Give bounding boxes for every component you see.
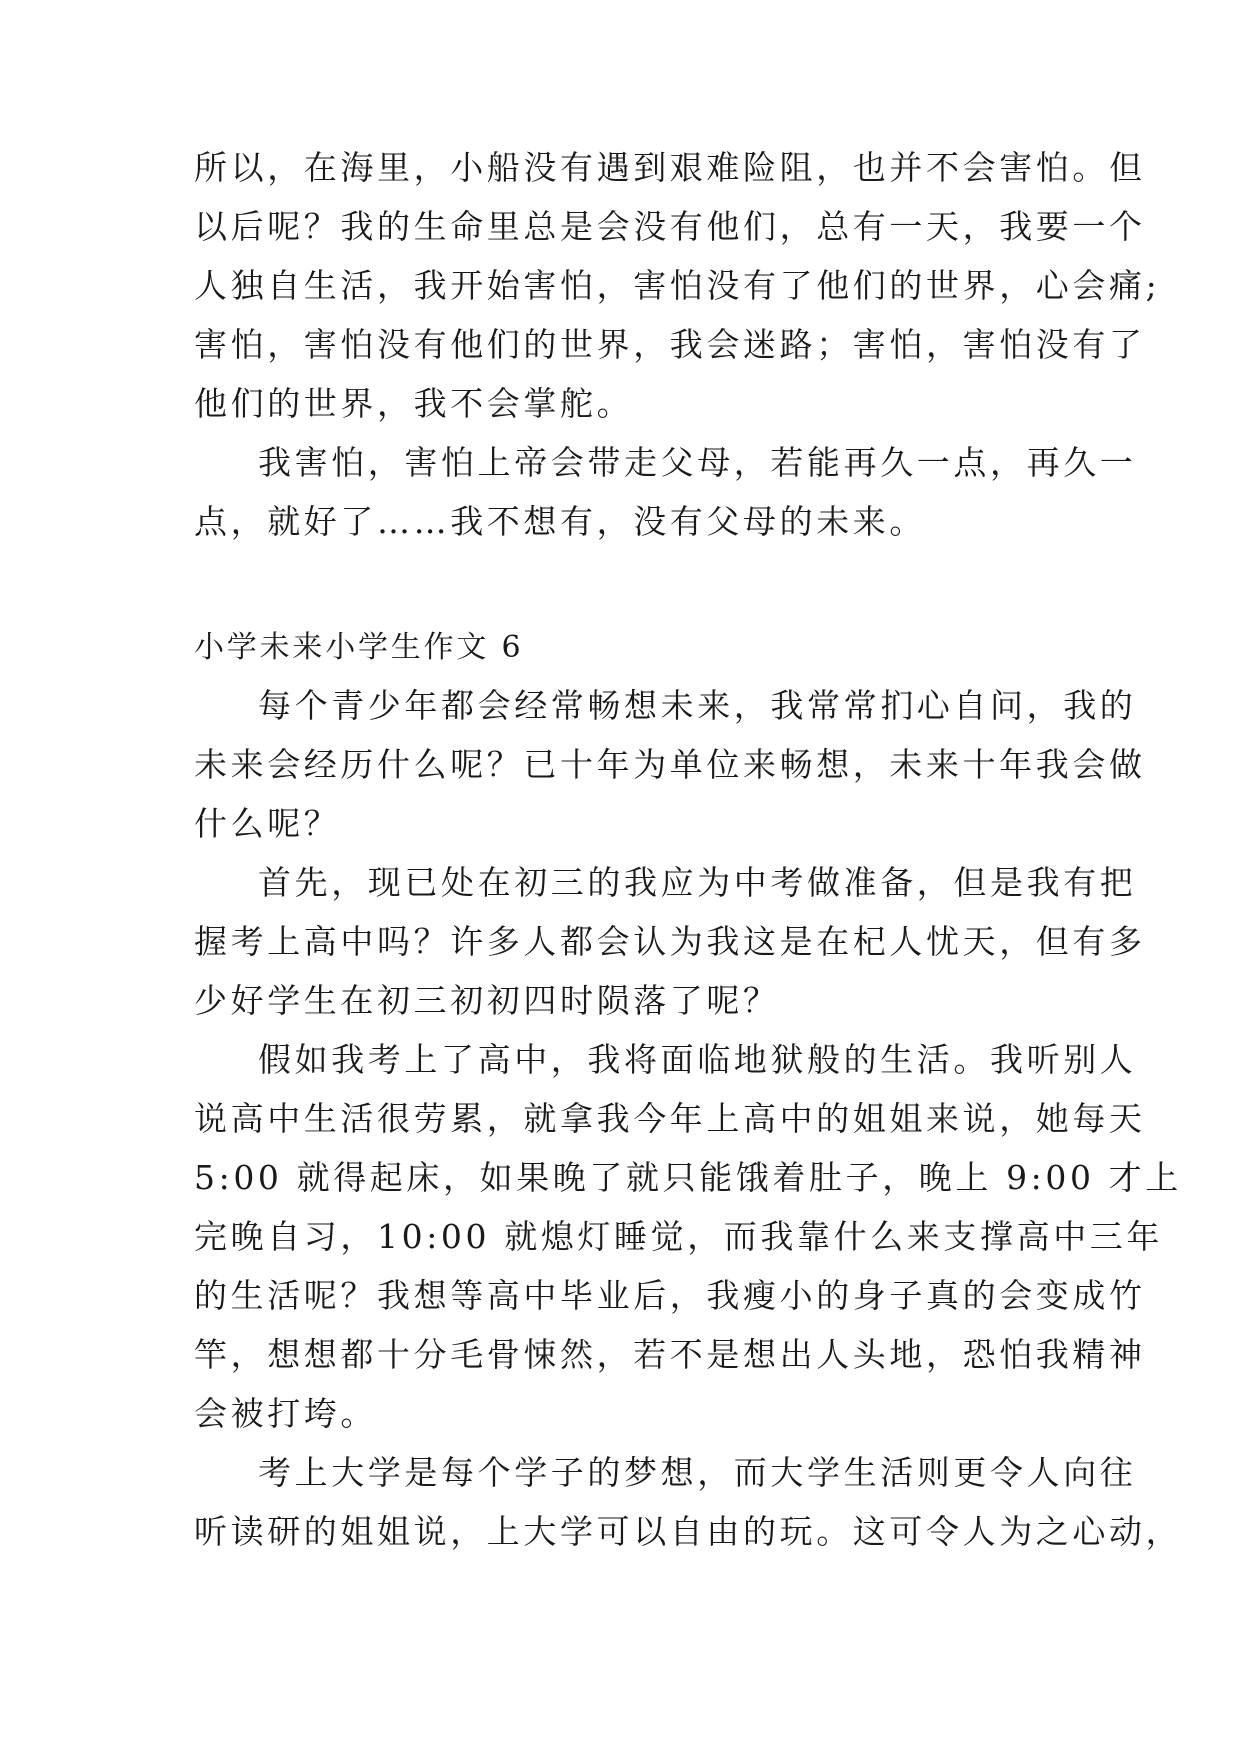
paragraph-line: 考上大学是每个学子的梦想，而大学生活则更令人向往 xyxy=(258,1453,1137,1492)
paragraph-line: 首先，现已处在初三的我应为中考做准备，但是我有把 xyxy=(258,863,1137,902)
paragraph-line: 完晚自习，10:00 就熄灯睡觉，而我靠什么来支撑高中三年 xyxy=(194,1217,1163,1256)
paragraph-line: 我害怕，害怕上帝会带走父母，若能再久一点，再久一 xyxy=(258,443,1137,482)
paragraph-line: 所以，在海里，小船没有遇到艰难险阻，也并不会害怕。但 xyxy=(194,148,1146,187)
paragraph-line: 会被打垮。 xyxy=(194,1394,377,1433)
paragraph-line: 5:00 就得起床，如果晚了就只能饿着肚子，晚上 9:00 才上 xyxy=(194,1158,1182,1197)
paragraph-line: 握考上高中吗？许多人都会认为我这是在杞人忧天，但有多 xyxy=(194,922,1146,961)
paragraph-line: 每个青少年都会经常畅想未来，我常常扪心自问，我的 xyxy=(258,686,1137,725)
paragraph-line: 人独自生活，我开始害怕，害怕没有了他们的世界，心会痛; xyxy=(194,266,1161,305)
paragraph-line: 未来会经历什么呢？已十年为单位来畅想，未来十年我会做 xyxy=(194,745,1146,784)
essay-title: 小学未来小学生作文 6 xyxy=(194,630,524,665)
paragraph-line: 少好学生在初三初初四时陨落了呢？ xyxy=(194,981,780,1020)
paragraph-line: 以后呢？我的生命里总是会没有他们，总有一天，我要一个 xyxy=(194,207,1146,246)
paragraph-line: 他们的世界，我不会掌舵。 xyxy=(194,384,634,423)
paragraph-line: 点，就好了……我不想有，没有父母的未来。 xyxy=(194,502,926,541)
paragraph-line: 什么呢？ xyxy=(194,804,341,843)
paragraph-line: 说高中生活很劳累，就拿我今年上高中的姐姐来说，她每天 xyxy=(194,1099,1146,1138)
paragraph-line: 假如我考上了高中，我将面临地狱般的生活。我听别人 xyxy=(258,1040,1137,1079)
paragraph-line: 听读研的姐姐说，上大学可以自由的玩。这可令人为之心动， xyxy=(194,1512,1183,1551)
paragraph-line: 竿，想想都十分毛骨悚然，若不是想出人头地，恐怕我精神 xyxy=(194,1335,1146,1374)
paragraph-line: 害怕，害怕没有他们的世界，我会迷路；害怕，害怕没有了 xyxy=(194,325,1146,364)
paragraph-line: 的生活呢？我想等高中毕业后，我瘦小的身子真的会变成竹 xyxy=(194,1276,1146,1315)
